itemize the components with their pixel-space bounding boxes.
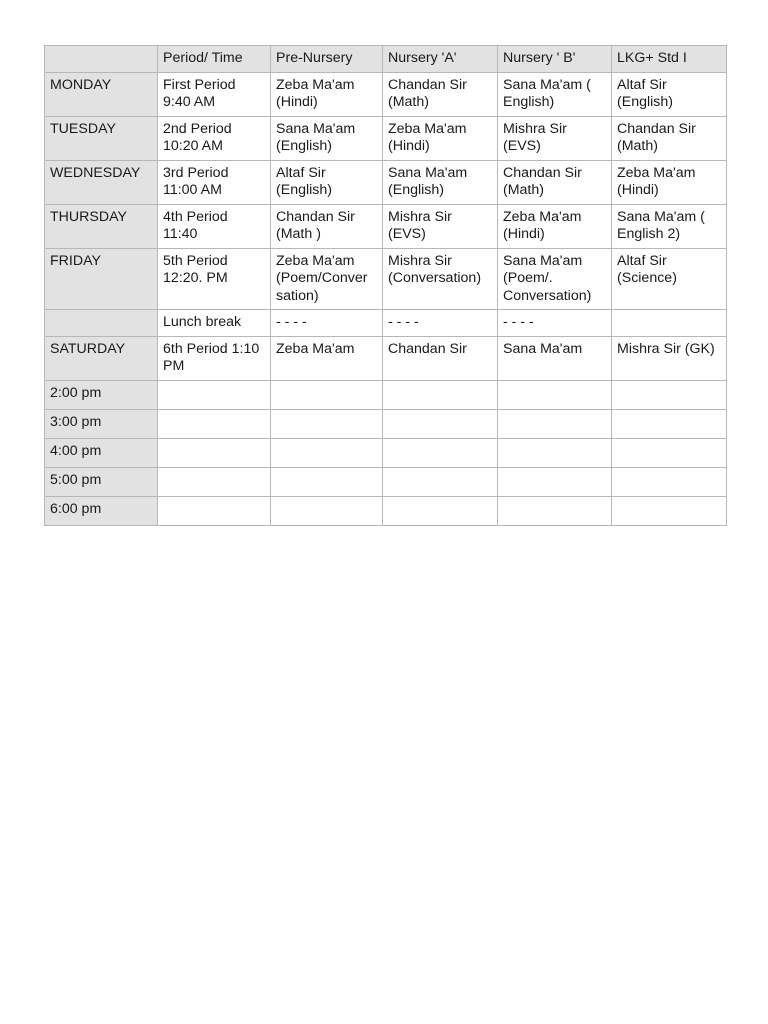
day-cell	[45, 310, 158, 337]
teacher-cell	[271, 160, 383, 204]
cell-line: Zeba Ma'am	[276, 340, 355, 357]
cell-line: - - - -	[276, 314, 307, 330]
day-cell: THURSDAY	[45, 204, 158, 248]
cell-line: - - - -	[503, 314, 534, 330]
header-row	[45, 46, 727, 73]
teacher-cell	[612, 248, 727, 310]
teacher-cell	[498, 72, 612, 116]
column-header-period-time: Period/ Time	[158, 46, 271, 73]
teacher-cell	[383, 116, 498, 160]
time-slot-row	[45, 409, 727, 438]
teacher-cell	[383, 204, 498, 248]
timetable	[44, 45, 727, 526]
teacher-cell	[383, 336, 498, 380]
cell-line: Lunch break	[163, 314, 242, 330]
teacher-cell	[612, 116, 727, 160]
timetable-sheet	[44, 45, 726, 526]
empty-cell	[612, 467, 727, 496]
teacher-cell	[498, 336, 612, 380]
cell-line: (Math)	[503, 182, 544, 198]
cell-line: sation)	[276, 287, 319, 304]
teacher-cell	[612, 310, 727, 337]
teacher-cell	[498, 160, 612, 204]
cell-line: Sana Ma'am (	[617, 208, 705, 225]
empty-cell	[612, 496, 727, 525]
cell-line: Mishra Sir (GK)	[617, 340, 715, 357]
teacher-cell	[271, 310, 383, 337]
time-slot-row	[45, 438, 727, 467]
cell-line: (Poem/Conver	[276, 270, 368, 286]
cell-line: Sana Ma'am	[503, 252, 583, 269]
teacher-cell	[271, 336, 383, 380]
cell-line: (Science)	[617, 270, 677, 286]
cell-line: Altaf Sir	[276, 164, 326, 181]
empty-cell	[383, 409, 498, 438]
cell-line: English 2)	[617, 226, 681, 242]
empty-cell	[498, 380, 612, 409]
cell-line: (English)	[388, 182, 444, 198]
cell-line: (EVS)	[503, 138, 541, 154]
teacher-cell	[498, 116, 612, 160]
teacher-cell	[612, 204, 727, 248]
teacher-cell	[498, 204, 612, 248]
empty-cell	[271, 496, 383, 525]
period-cell	[158, 310, 271, 337]
cell-line: Sana Ma'am	[388, 164, 468, 181]
empty-cell	[383, 467, 498, 496]
teacher-cell	[612, 336, 727, 380]
cell-line: 5th Period	[163, 252, 228, 269]
cell-line: PM	[163, 358, 185, 374]
cell-line: 11:00 AM	[163, 182, 222, 198]
empty-cell	[612, 438, 727, 467]
cell-line: Sana Ma'am	[276, 120, 356, 137]
cell-line: 12:20. PM	[163, 270, 228, 286]
column-header-nursery-b: Nursery ' B'	[498, 46, 612, 73]
column-header-lkg-std-1: LKG+ Std I	[612, 46, 727, 73]
column-header-nursery-a: Nursery 'A'	[383, 46, 498, 73]
cell-line: (Hindi)	[276, 94, 318, 110]
cell-line: Altaf Sir	[617, 252, 667, 269]
cell-line: (Math)	[617, 138, 658, 154]
cell-line: Sana Ma'am	[503, 340, 583, 357]
cell-line: 3rd Period	[163, 164, 229, 181]
empty-cell	[271, 467, 383, 496]
cell-line: Mishra Sir	[388, 208, 452, 225]
teacher-cell	[271, 116, 383, 160]
cell-line: Zeba Ma'am	[388, 120, 467, 137]
cell-line: (EVS)	[388, 226, 426, 242]
day-cell: SATURDAY	[45, 336, 158, 380]
day-cell: FRIDAY	[45, 248, 158, 310]
day-cell: TUESDAY	[45, 116, 158, 160]
empty-cell	[158, 409, 271, 438]
cell-line: 6th Period 1:10	[163, 340, 260, 357]
cell-line: Sana Ma'am (	[503, 76, 591, 93]
period-cell	[158, 72, 271, 116]
cell-line: Altaf Sir	[617, 76, 667, 93]
empty-cell	[383, 496, 498, 525]
time-slot-cell: 3:00 pm	[45, 409, 158, 438]
cell-line: (English)	[276, 182, 332, 198]
cell-line: (Hindi)	[388, 138, 430, 154]
table-row	[45, 310, 727, 337]
cell-line: Zeba Ma'am	[503, 208, 582, 225]
table-row	[45, 72, 727, 116]
cell-line: Chandan Sir	[276, 208, 355, 225]
teacher-cell	[271, 204, 383, 248]
cell-line: (Math )	[276, 226, 321, 242]
teacher-cell	[271, 72, 383, 116]
teacher-cell	[498, 310, 612, 337]
cell-line: (English)	[617, 94, 673, 110]
time-slot-cell: 4:00 pm	[45, 438, 158, 467]
cell-line: - - - -	[388, 314, 419, 330]
empty-cell	[271, 409, 383, 438]
teacher-cell	[271, 248, 383, 310]
cell-line: 4th Period	[163, 208, 228, 225]
time-slot-row	[45, 467, 727, 496]
empty-cell	[498, 409, 612, 438]
cell-line: 2nd Period	[163, 120, 232, 137]
empty-cell	[498, 467, 612, 496]
time-slot-row	[45, 496, 727, 525]
empty-cell	[158, 380, 271, 409]
cell-line: Zeba Ma'am	[276, 76, 355, 93]
empty-cell	[498, 438, 612, 467]
day-cell: WEDNESDAY	[45, 160, 158, 204]
empty-cell	[158, 467, 271, 496]
column-header-pre-nursery: Pre-Nursery	[271, 46, 383, 73]
cell-line: Zeba Ma'am	[276, 252, 355, 269]
empty-cell	[271, 380, 383, 409]
cell-line: First Period	[163, 76, 236, 93]
cell-line: Conversation)	[503, 287, 592, 304]
time-slot-cell: 6:00 pm	[45, 496, 158, 525]
cell-line: Chandan Sir	[388, 76, 467, 93]
teacher-cell	[612, 72, 727, 116]
empty-cell	[383, 380, 498, 409]
teacher-cell	[383, 310, 498, 337]
time-slot-cell: 2:00 pm	[45, 380, 158, 409]
teacher-cell	[498, 248, 612, 310]
cell-line: Chandan Sir	[503, 164, 582, 181]
cell-line: Mishra Sir	[388, 252, 452, 269]
empty-cell	[158, 438, 271, 467]
timetable-body	[45, 72, 727, 525]
period-cell	[158, 160, 271, 204]
cell-line: Mishra Sir	[503, 120, 567, 137]
table-row	[45, 248, 727, 310]
cell-line: (Conversation)	[388, 270, 482, 286]
cell-line: (Math)	[388, 94, 429, 110]
period-cell	[158, 204, 271, 248]
table-row	[45, 116, 727, 160]
period-cell	[158, 248, 271, 310]
cell-line: English)	[503, 94, 555, 110]
teacher-cell	[383, 248, 498, 310]
teacher-cell	[383, 160, 498, 204]
empty-cell	[158, 496, 271, 525]
cell-line: (Poem/.	[503, 270, 553, 286]
corner-cell	[45, 46, 158, 73]
table-row	[45, 160, 727, 204]
cell-line: 11:40	[163, 226, 198, 242]
empty-cell	[271, 438, 383, 467]
empty-cell	[498, 496, 612, 525]
cell-line: Zeba Ma'am	[617, 164, 696, 181]
teacher-cell	[383, 72, 498, 116]
table-row	[45, 336, 727, 380]
cell-line: 9:40 AM	[163, 94, 216, 110]
cell-line: (Hindi)	[617, 182, 659, 198]
teacher-cell	[612, 160, 727, 204]
cell-line: 10:20 AM	[163, 138, 223, 154]
cell-line: (Hindi)	[503, 226, 545, 242]
empty-cell	[612, 380, 727, 409]
time-slot-cell: 5:00 pm	[45, 467, 158, 496]
empty-cell	[383, 438, 498, 467]
cell-line: Chandan Sir	[388, 340, 467, 357]
period-cell	[158, 116, 271, 160]
time-slot-row	[45, 380, 727, 409]
cell-line: (English)	[276, 138, 332, 154]
empty-cell	[612, 409, 727, 438]
cell-line: Chandan Sir	[617, 120, 696, 137]
table-row	[45, 204, 727, 248]
period-cell	[158, 336, 271, 380]
day-cell: MONDAY	[45, 72, 158, 116]
